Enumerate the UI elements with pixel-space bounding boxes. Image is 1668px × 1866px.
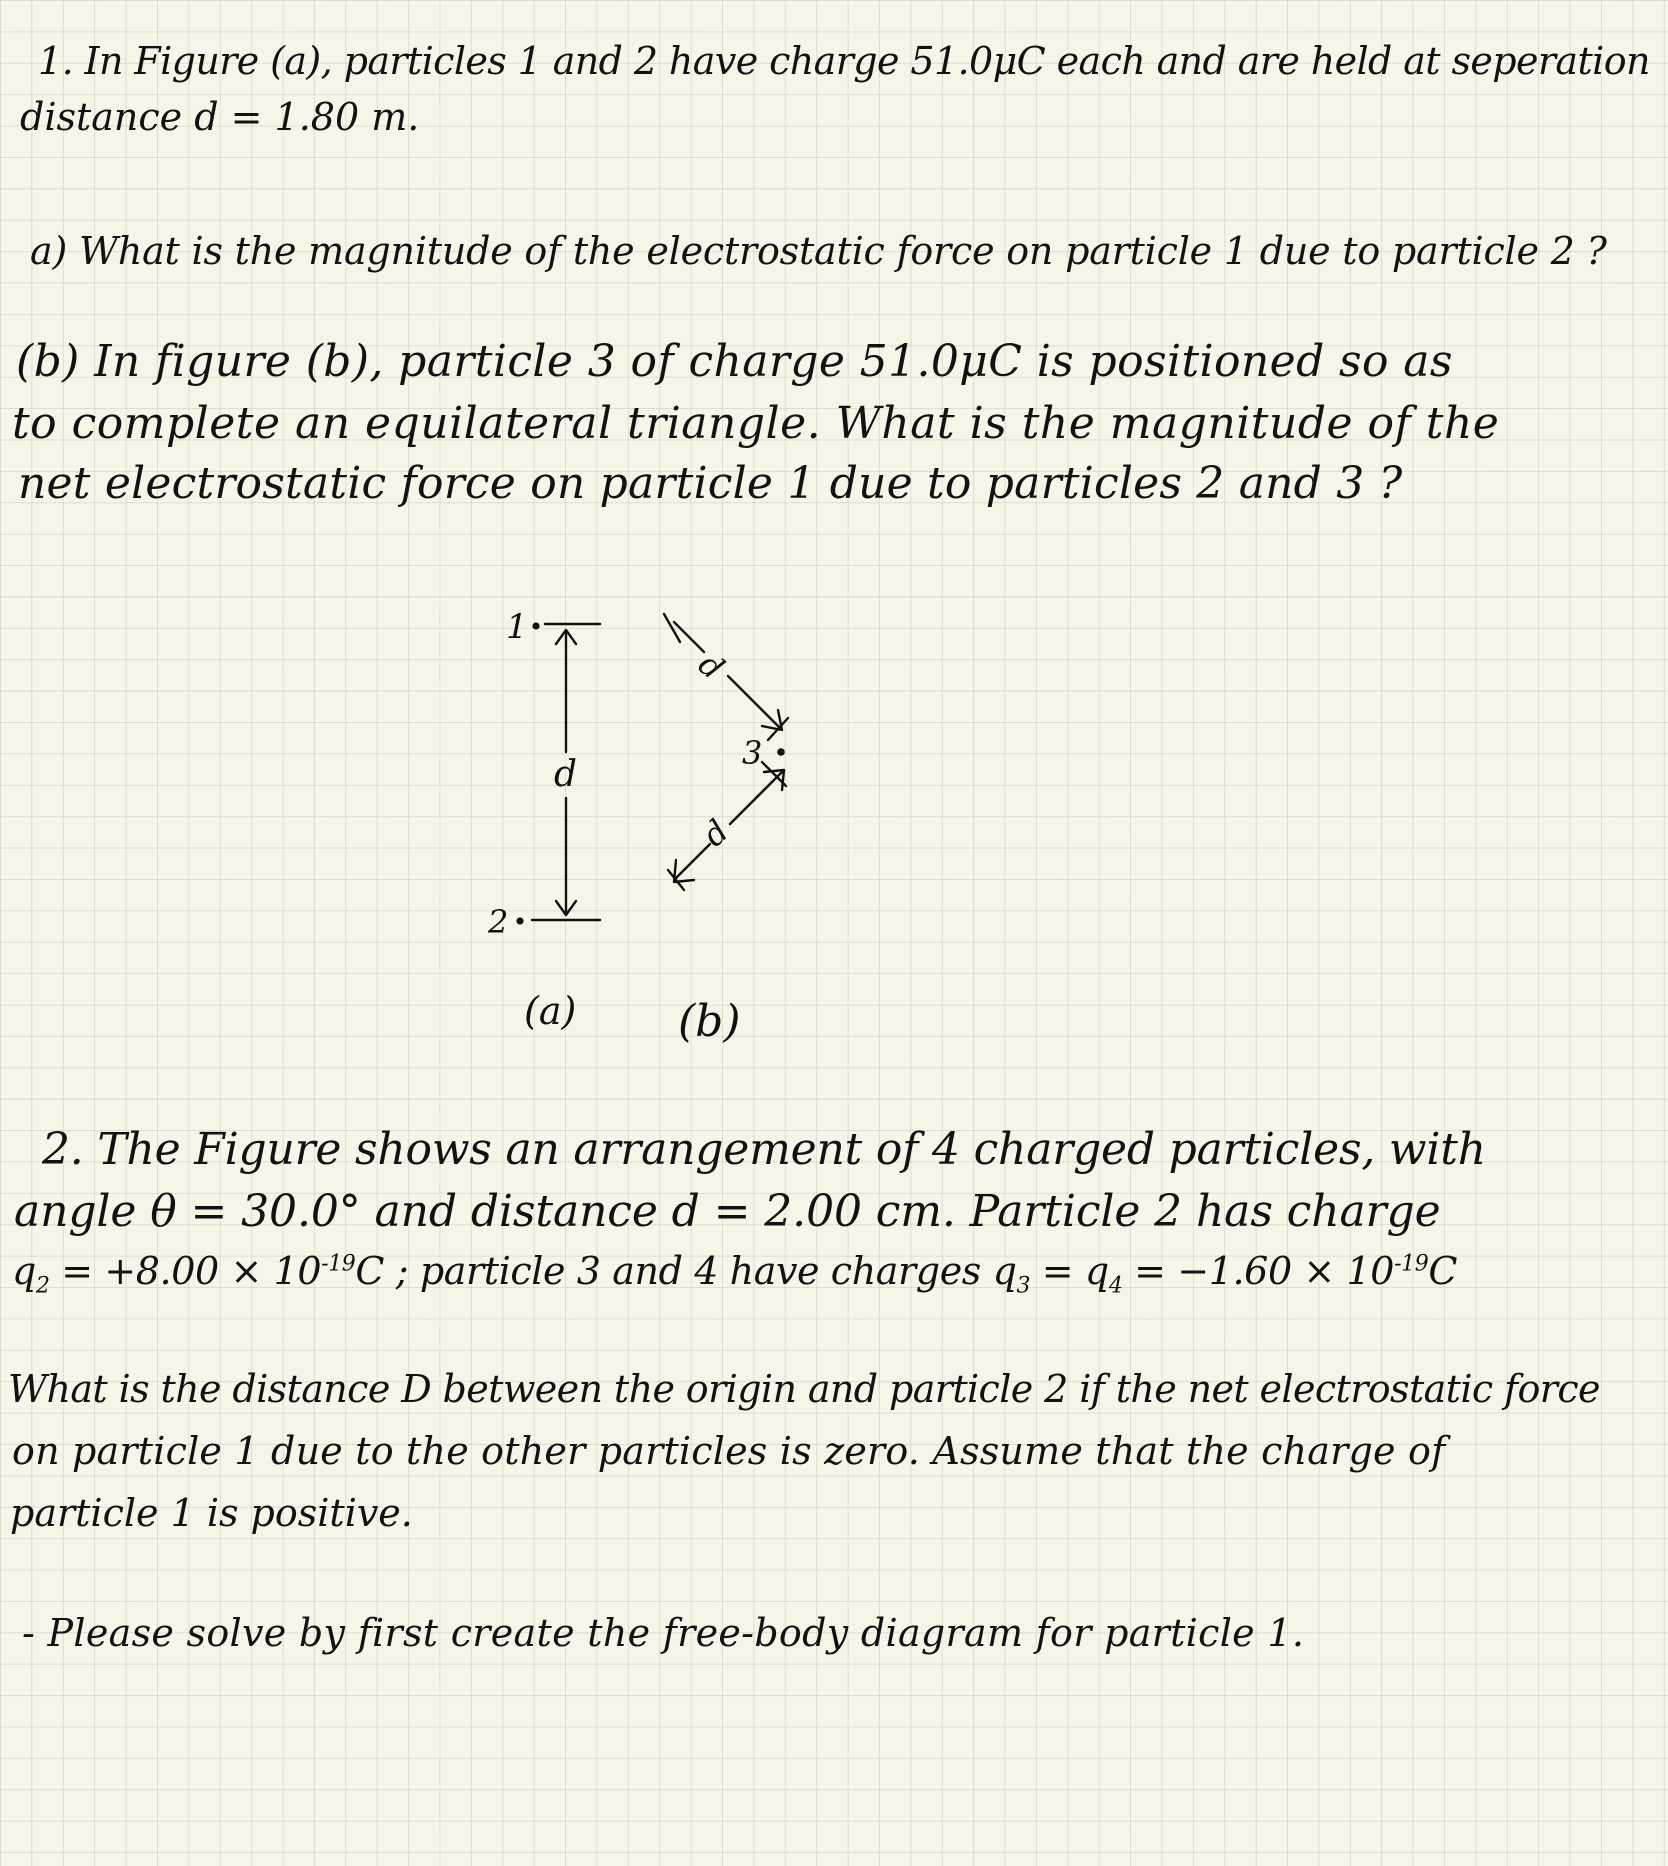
- figure-charge-diagrams: [420, 590, 980, 1070]
- figure-b-upper-end-tick: [664, 614, 680, 642]
- problem1-part-b-line1: (b) In figure (b), particle 3 of charge 51.0μC is positioned so as: [16, 336, 1453, 387]
- problem1-part-a: a) What is the magnitude of the electrostatic force on particle 1 due to particle 2 ?: [30, 229, 1607, 273]
- particle-3-dot: [777, 748, 785, 756]
- problem2-question-line2: on particle 1 due to the other particles is zero. Assume that the charge of: [12, 1429, 1446, 1473]
- q2-value: = +8.00 × 10: [49, 1249, 322, 1293]
- problem2-line2: angle θ = 30.0° and distance d = 2.00 cm. Particle 2 has charge: [14, 1186, 1441, 1237]
- q34-value: = −1.60 × 10: [1122, 1249, 1395, 1293]
- problem2-line3: [12, 1249, 1457, 1299]
- particle-1-dot: [532, 622, 539, 629]
- particle-1-label: 1: [506, 607, 528, 647]
- figure-b-upper-distance-label: d: [691, 644, 732, 688]
- q2-exponent: -19: [321, 1251, 356, 1277]
- problem1-line1: 1. In Figure (a), particles 1 and 2 have charge 51.0μC each and are held at seperation: [38, 39, 1650, 83]
- q2-subscript: 2: [35, 1273, 50, 1299]
- figure-a-distance-label: d: [554, 754, 578, 795]
- q4-equals: = q: [1030, 1249, 1109, 1293]
- particle-2-label: 2: [488, 903, 509, 941]
- figure-b-lower-distance-label: d: [695, 812, 736, 855]
- problem2-line1: 2. The Figure shows an arrangement of 4 charged particles, with: [42, 1124, 1486, 1175]
- figure-a-caption: (a): [524, 989, 577, 1033]
- problem2-line3-middle: C ; particle 3 and 4 have charges q: [355, 1249, 1017, 1293]
- particle-2-dot: [516, 917, 523, 924]
- figure-b-caption: (b): [678, 996, 741, 1047]
- particle-3-label: 3: [742, 734, 763, 772]
- figure-b-lower-shaft-1: [730, 772, 782, 824]
- problem2-question-line3: particle 1 is positive.: [10, 1491, 413, 1535]
- problem1-part-b-line2: to complete an equilateral triangle. What is the magnitude of the: [12, 398, 1500, 449]
- q2-symbol: q: [12, 1249, 36, 1293]
- instruction-line: - Please solve by first create the free-body diagram for particle 1.: [22, 1611, 1305, 1655]
- q34-exponent: -19: [1394, 1251, 1429, 1277]
- q34-unit: C: [1428, 1249, 1457, 1293]
- problem2-question-line1: What is the distance D between the origin and particle 2 if the net electrostatic force: [8, 1367, 1600, 1411]
- q4-subscript: 4: [1108, 1273, 1123, 1299]
- problem1-line2: distance d = 1.80 m.: [20, 95, 420, 139]
- q3-subscript: 3: [1016, 1273, 1031, 1299]
- figure-b-lower-shaft-2: [676, 844, 710, 878]
- figure-b-upper-shaft-2: [728, 676, 780, 728]
- problem1-part-b-line3: net electrostatic force on particle 1 due to particles 2 and 3 ?: [18, 458, 1403, 509]
